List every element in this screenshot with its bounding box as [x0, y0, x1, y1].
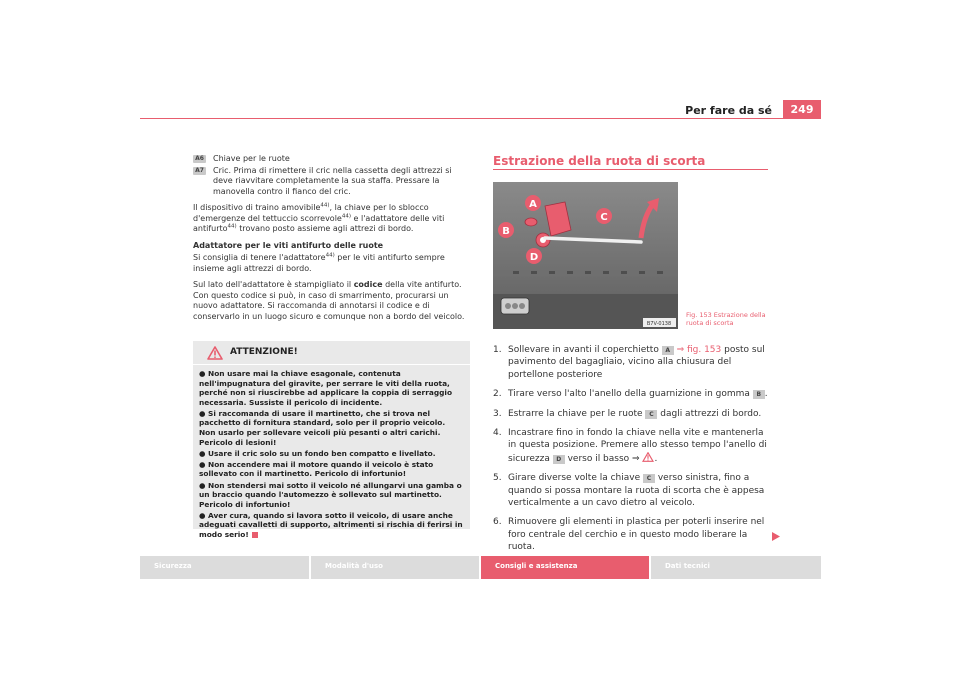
ref-label: B [753, 390, 765, 399]
text-run: Tirare verso l'alto l'anello della guarnizione in gomma [508, 389, 753, 400]
next-page-arrow-icon[interactable] [771, 531, 781, 542]
section-title: Estrazione della ruota di scorta [493, 154, 706, 168]
footnote-ref: 44) [341, 212, 351, 219]
steps-list [493, 344, 773, 561]
warning-item-text: Usare il cric solo su un fondo ben compatto e livellato. [208, 448, 436, 458]
left-column [193, 154, 471, 322]
page-header-title: Per fare da sé [685, 104, 772, 117]
warning-triangle-icon[interactable] [642, 452, 654, 462]
tab-consigli-assistenza[interactable]: Consigli e assistenza [481, 556, 649, 579]
warning-item [199, 460, 464, 479]
warning-item-text: Non accendere mai il motore quando il veicolo è stato sollevato con il martinetto. Pericolo di infortunio! [199, 459, 434, 479]
step-item [493, 408, 773, 420]
step-item [493, 427, 773, 465]
bullet-icon: ● [199, 408, 209, 418]
warning-item [199, 481, 464, 510]
warning-triangle-icon [207, 346, 223, 360]
step-item [493, 344, 773, 381]
warning-item [199, 409, 464, 447]
figure-link[interactable]: ⇒ fig. 153 [673, 345, 722, 355]
text-run: Sollevare in avanti il coperchietto [508, 345, 662, 355]
step-number: 6. [493, 517, 502, 528]
warning-header [193, 341, 470, 365]
text-run: Il dispositivo di traino amovibile [193, 203, 321, 212]
text-run: per le viti antifurto sempre insieme agli attrezzi di bordo. [193, 253, 445, 273]
tab-sicurezza[interactable]: Sicurezza [140, 556, 309, 579]
warning-item [199, 369, 464, 407]
footnote-ref: 44) [227, 223, 237, 230]
step-item [493, 472, 773, 509]
ref-label: C [643, 474, 655, 483]
header-rule [140, 118, 821, 119]
item-text: Cric. Prima di rimettere il cric nella cassetta degli attrezzi si deve riavvitare completamente la sua staffa. Pressare la manovella contro il fianco del cric. [213, 165, 452, 196]
text-run: dagli attrezzi di bordo. [657, 408, 762, 419]
step-number: 1. [493, 345, 502, 355]
paragraph-towing [193, 203, 471, 235]
text-run: , la chiave per lo sblocco d'emergenze del tettuccio scorrevole [193, 203, 429, 223]
step-number: 5. [493, 473, 502, 484]
warning-item-text: Aver cura, quando si lavora sotto il veicolo, di usare anche adeguati cavalletti di supporto, altrimenti si rischia di ferirsi in modo serio! [199, 510, 463, 539]
item-label: A6 [193, 155, 206, 163]
ref-label: A [662, 346, 674, 355]
step-number: 2. [493, 389, 502, 400]
warning-item-text: Non stendersi mai sotto il veicolo né allungarvi una gamba o un braccio quando l'automezzo è sollevato sul martinetto. Pericolo di infortunio! [199, 480, 462, 509]
text-run: verso il basso ⇒ [564, 453, 643, 464]
bullet-icon: ● [199, 480, 209, 490]
text-run-bold: codice [353, 280, 383, 289]
text-run: Si consiglia di tenere l'adattatore [193, 253, 326, 262]
bullet-icon: ● [199, 459, 209, 469]
warning-body [193, 365, 470, 540]
text-run: posto sul pavimento del bagagliaio, vicino alla chiusura del portellone posteriore [508, 345, 765, 380]
footer-nav [140, 556, 821, 579]
page-number: 249 [783, 100, 821, 119]
bullet-icon: ● [199, 510, 209, 520]
text-run: Sul lato dell'adattatore è stampigliato il [193, 280, 354, 289]
text-run: Girare diverse volte la chiave [508, 473, 643, 484]
text-run: . [654, 453, 658, 464]
text-run: Incastrare fino in fondo la chiave nella vite e mantenerla in questa posizione. Premere allo stesso tempo l'anello di sicurezza [508, 428, 767, 464]
warning-item [199, 511, 464, 540]
paragraph-code [193, 280, 471, 322]
ref-label: D [553, 455, 565, 464]
figure-spare-wheel [493, 182, 678, 329]
step-item [493, 388, 773, 400]
subheading: Adattatore per le viti antifurto delle ruote [193, 240, 384, 250]
text-run: verso sinistra, fino a quando si possa montare la ruota di scorta che è appesa verticalmente a un cavo dietro al veicolo. [508, 473, 765, 509]
text-run: della vite antifurto. Con questo codice si può, in caso di smarrimento, procurarsi un nuovo adattatore. Si raccomanda di annotarsi il codice e di conservarlo in un luogo sicuro e comunque non a bordo del veicolo. [193, 280, 465, 321]
figure-caption: Fig. 153 Estrazione della ruota di scorta [686, 311, 766, 327]
list-item [193, 154, 471, 165]
text-run: Estrarre la chiave per le ruote [508, 408, 646, 419]
fig-label-c: C [600, 212, 608, 223]
section-rule [493, 169, 768, 170]
list-item [193, 166, 471, 198]
figure-code: B7V-0138 [646, 321, 672, 327]
warning-item [199, 449, 464, 459]
warning-title: ATTENZIONE! [230, 347, 298, 357]
warning-item-text: Si raccomanda di usare il martinetto, che si trova nel pacchetto di fornitura standard, solo per il proprio veicolo. Non usarlo per sollevare veicoli più pesanti o altri carichi. Pericolo di lesioni! [199, 408, 446, 447]
text-run: e l'adattatore delle viti antifurto [193, 213, 445, 233]
footnote-ref: 44) [320, 202, 330, 209]
figure-illustration [493, 182, 678, 329]
warning-item-text: Non usare mai la chiave esagonale, contenuta nell'impugnatura del giravite, per serrare le viti della ruota, perché non si riuscirebbe ad applicare la coppia di serraggio necessaria. Sussiste il pericolo di incidente. [199, 369, 453, 407]
text-run: trovano posto assieme agli attrezi di bordo. [236, 224, 414, 233]
fig-label-b: B [502, 226, 510, 237]
step-number: 4. [493, 428, 502, 439]
end-mark-icon [252, 532, 258, 538]
tab-modalita-uso[interactable]: Modalità d'uso [311, 556, 479, 579]
text-run: Rimuovere gli elementi in plastica per poterli inserire nel foro centrale del cerchio e in questo modo liberare la ruota. [508, 517, 765, 553]
tab-dati-tecnici[interactable]: Dati tecnici [651, 556, 821, 579]
paragraph-adapter [193, 253, 471, 274]
bullet-icon: ● [199, 369, 209, 378]
item-label: A7 [193, 167, 206, 175]
fig-label-d: D [529, 252, 539, 263]
bullet-icon: ● [199, 448, 209, 458]
footnote-ref: 44) [325, 252, 335, 259]
step-item [493, 516, 773, 553]
warning-box [193, 341, 470, 539]
text-run: . [764, 389, 768, 400]
item-text: Chiave per le ruote [213, 154, 290, 163]
ref-label: C [645, 410, 657, 419]
step-number: 3. [493, 408, 502, 419]
fig-label-a: A [529, 199, 537, 210]
